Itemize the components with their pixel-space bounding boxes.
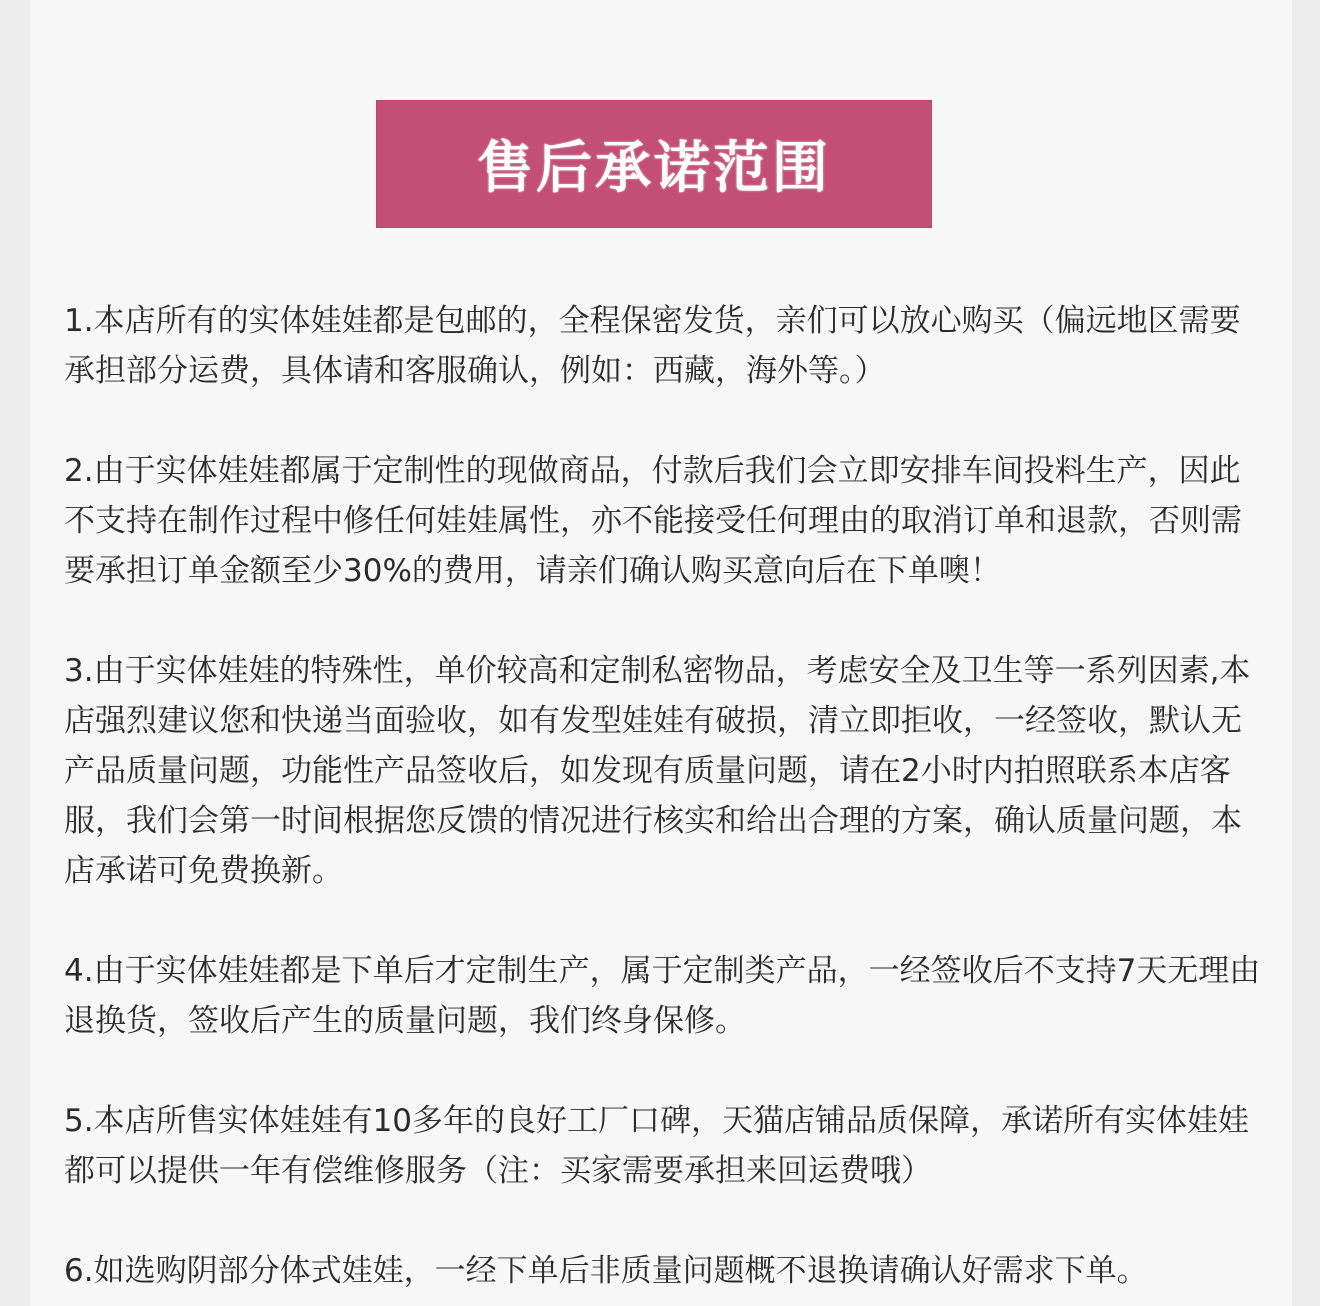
- policy-item-6: 6.如选购阴部分体式娃娃，一经下单后非质量问题概不退换请确认好需求下单。: [64, 1253, 1148, 1289]
- title-banner: [376, 100, 932, 228]
- policy-list: [64, 296, 1264, 1296]
- document-page: [30, 0, 1292, 1306]
- page-title: 售后承诺范围: [477, 136, 831, 201]
- policy-item-1: 1.本店所有的实体娃娃都是包邮的，全程保密发货，亲们可以放心购买（偏远地区需要承担部分运费，具体请和客服确认，例如：西藏，海外等。）: [64, 303, 1241, 389]
- policy-item-2: 2.由于实体娃娃都属于定制性的现做商品，付款后我们会立即安排车间投料生产，因此不支持在制作过程中修任何娃娃属性，亦不能接受任何理由的取消订单和退款，否则需要承担订单金额至少30%的费用，请亲们确认购买意向后在下单噢！: [64, 453, 1242, 589]
- policy-item-4: 4.由于实体娃娃都是下单后才定制生产，属于定制类产品，一经签收后不支持7天无理由退换货，签收后产生的质量问题，我们终身保修。: [64, 953, 1261, 1039]
- policy-item-5: 5.本店所售实体娃娃有10多年的良好工厂口碑，天猫店铺品质保障，承诺所有实体娃娃都可以提供一年有偿维修服务（注：买家需要承担来回运费哦）: [64, 1103, 1250, 1189]
- policy-item-3: 3.由于实体娃娃的特殊性，单价较高和定制私密物品，考虑安全及卫生等一系列因素,本店强烈建议您和快递当面验收，如有发型娃娃有破损，清立即拒收，一经签收，默认无产品质量问题，功能性产品签收后，如发现有质量问题，请在2小时内拍照联系本店客服，我们会第一时间根据您反馈的情况进行核实和给出合理的方案，确认质量问题，本店承诺可免费换新。: [64, 653, 1251, 889]
